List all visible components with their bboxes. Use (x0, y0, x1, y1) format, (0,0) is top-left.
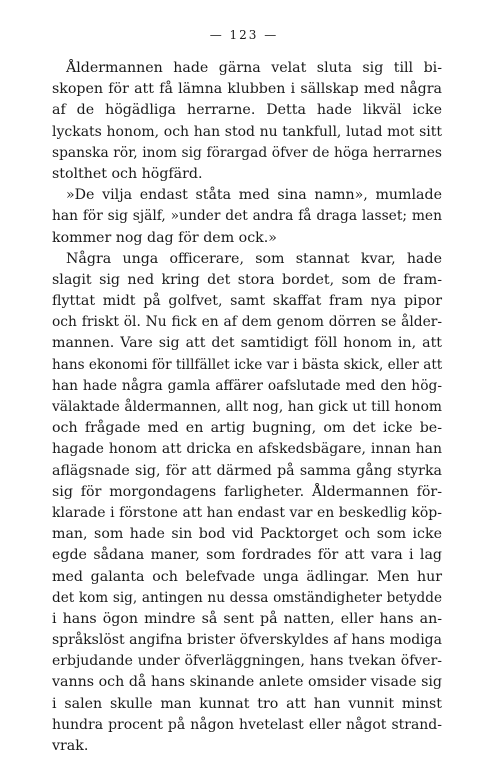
text-line: med galanta och belefvade unga ädlingar. Men hur (52, 568, 442, 585)
text-line: i hans ögon mindre så sent på natten, eller hans an- (52, 610, 442, 627)
text-line: mannen. Vare sig att det samtidigt föll honom in, att (52, 335, 442, 352)
text-line: flyttat midt på golfvet, samt skaffat fram nya pipor (52, 293, 442, 310)
text-line: »De vilja endast ståta med sina namn», mumlade (66, 187, 442, 204)
text-line: och frågade med en artig bugning, om det icke be- (52, 420, 442, 437)
text-line: lyckats honom, och han stod nu tankfull, lutad mot sitt (52, 123, 442, 140)
text-line: erbjudande under öfverläggningen, hans tvekan öfver- (52, 653, 442, 670)
text-line: stolthet och högfärd. (52, 165, 203, 182)
text-line: spanska rör, inom sig förargad öfver de höga herrarnes (52, 144, 442, 161)
text-line: vanns och då hans skinande anlete omsider visade sig (52, 674, 442, 691)
text-line: egde sådana maner, som fordrades för att vara i lag (52, 547, 442, 564)
text-line: man, som hade sin bod vid Packtorget och som icke (52, 526, 442, 543)
text-line: skopen för att få lämna klubben i sällskap med några (52, 81, 442, 98)
text-line: välaktade åldermannen, allt nog, han gick ut till honom (52, 399, 442, 415)
text-line: kommer nog dag för dem ock.» (52, 229, 277, 246)
text-line: hans ekonomi för tillfället icke var i bästa skick, eller att (52, 356, 443, 373)
text-line: hundra procent på någon hvetelast eller något strand- (52, 716, 442, 733)
text-line: aflägsnade sig, för att därmed på samma gång styrka (52, 462, 442, 479)
text-line: klarade i förstone att han endast var en beskedlig köp- (52, 504, 442, 521)
body-text (52, 58, 442, 757)
text-line: vrak. (52, 738, 89, 754)
text-line: hagade honom att dricka en afskedsbägare, innan han (52, 441, 442, 458)
text-line: af de högädliga herrarne. Detta hade likväl icke (52, 102, 442, 119)
text-line: språkslöst angifna brister öfverskyldes af hans modiga (52, 632, 442, 649)
text-line: han för sig själf, »under det andra få draga lasset; men (52, 208, 442, 225)
text-line: Åldermannen hade gärna velat sluta sig till bi- (66, 60, 442, 76)
text-line: slagit sig ned kring det stora bordet, som de fram- (52, 271, 442, 288)
text-line: det kom sig, antingen nu dessa omständigheter betydde (52, 589, 442, 606)
text-line: Några unga officerare, som stannat kvar, hade (66, 250, 442, 267)
text-line: sig för morgondagens farligheter. Åldermannen för- (52, 483, 442, 500)
text-line: och friskt öl. Nu fick en af dem genom dörren se ålder- (52, 314, 442, 331)
text-line: han hade några gamla affärer oafslutade med den hög- (52, 377, 442, 394)
text-line: i salen skulle man kunnat tro att han vunnit minst (52, 695, 442, 712)
page-number: — 123 — (209, 28, 279, 42)
